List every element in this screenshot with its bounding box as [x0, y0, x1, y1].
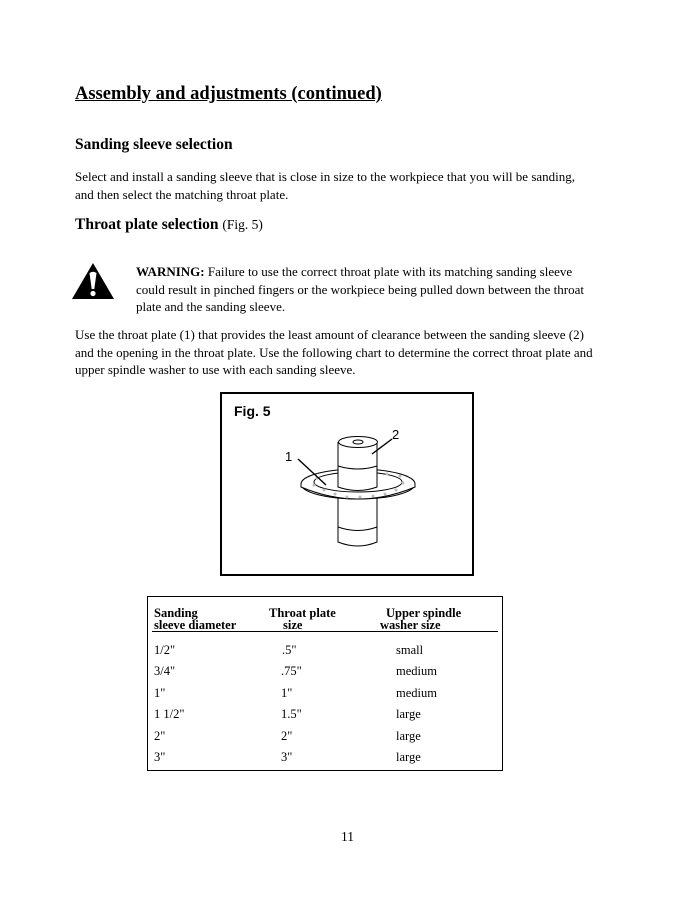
header-sleeve-diameter: Sanding sleeve diameter [154, 606, 237, 632]
header-washer-size: Upper spindle washer size [380, 606, 462, 632]
figure-reference: (Fig. 5) [222, 217, 263, 232]
cell-sleeve: 3" [154, 750, 166, 764]
sleeve-selection-table [147, 596, 503, 771]
page-number: 11 [341, 829, 354, 844]
header-throat-plate-size: Throat plate size [269, 606, 336, 632]
figure-title: Fig. 5 [234, 403, 271, 419]
warning-text [136, 263, 626, 316]
callout-1: 1 [285, 449, 293, 464]
page-heading: Assembly and adjustments (continued) [75, 84, 382, 104]
warning-triangle-icon [71, 262, 115, 300]
cell-plate: 1.5" [281, 707, 302, 721]
warning-line1: WARNING: Failure to use the correct throat plate with its matching sanding sleeve [136, 264, 573, 279]
cell-plate: 3" [281, 750, 293, 764]
cell-sleeve: 1 1/2" [154, 707, 185, 721]
callout-2: 2 [392, 427, 400, 442]
instructions-paragraph [75, 326, 593, 379]
instructions-line1: Use the throat plate (1) that provides the least amount of clearance between the sanding sleeve (2) [75, 327, 584, 342]
cell-washer: large [396, 750, 421, 764]
sleeve-text-line2: and then select the matching throat plate. [75, 186, 289, 202]
section-title-sanding-sleeve: Sanding sleeve selection [75, 136, 233, 153]
cell-washer: medium [396, 686, 437, 700]
cell-plate: .75" [281, 664, 302, 678]
sleeve-paragraph [75, 168, 575, 203]
sleeve-text-line1: Select and install a sanding sleeve that is close in size to the workpiece that you will be sanding, [75, 169, 576, 184]
warning-label: WARNING: [136, 264, 205, 279]
figure-5 [220, 392, 474, 576]
cell-plate: .5" [282, 643, 297, 657]
warning-line3: plate and the sanding sleeve. [136, 299, 286, 314]
cell-sleeve: 1/2" [154, 643, 176, 657]
instructions-line3: upper spindle washer to use with each sanding sleeve. [75, 362, 356, 377]
cell-washer: medium [396, 664, 437, 678]
cell-washer: small [396, 643, 424, 657]
header-divider [152, 631, 498, 632]
cell-sleeve: 3/4" [154, 664, 176, 678]
cell-plate: 1" [281, 686, 293, 700]
section-title-throat-plate [75, 216, 263, 234]
spindle-illustration [222, 394, 472, 574]
cell-washer: large [396, 729, 421, 743]
warning-line2: could result in pinched fingers or the workpiece being pulled down between the throat [136, 281, 585, 297]
instructions-line2: and the opening in the throat plate. Use the following chart to determine the correct throat plate and [75, 344, 593, 360]
throat-plate-title: Throat plate selection [75, 216, 219, 233]
cell-sleeve: 2" [154, 729, 166, 743]
cell-plate: 2" [281, 729, 293, 743]
cell-washer: large [396, 707, 421, 721]
cell-sleeve: 1" [154, 686, 166, 700]
